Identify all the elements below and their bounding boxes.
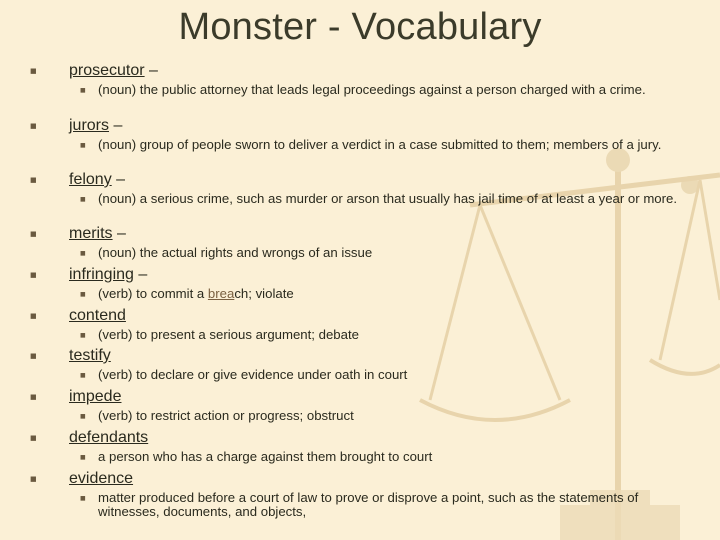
- definition-text: (verb) to present a serious argument; debate: [98, 327, 359, 342]
- list-item: [30, 223, 690, 261]
- definition-text: matter produced before a court of law to prove or disprove a point, such as the statements of witnesses, documents, and objects,: [98, 490, 639, 519]
- bullet-icon: ■: [30, 312, 37, 320]
- bullet-icon: ■: [80, 413, 86, 420]
- bullet-icon: ■: [80, 87, 86, 94]
- term-label: impede: [69, 388, 122, 405]
- bullet-icon: ■: [80, 250, 86, 257]
- bullet-icon: ■: [30, 352, 37, 360]
- list-item: [30, 169, 690, 207]
- list-item: [30, 305, 690, 343]
- bullet-icon: ■: [30, 230, 37, 238]
- bullet-icon: ■: [30, 393, 37, 401]
- list-item: [30, 60, 690, 98]
- list-item: [30, 345, 690, 383]
- definition-text: (noun) group of people sworn to deliver a verdict in a case submitted to them; members of a jury.: [98, 137, 662, 152]
- list-item: [30, 468, 690, 518]
- list-item: [30, 264, 690, 302]
- bullet-icon: ■: [80, 495, 86, 502]
- term-label: contend: [69, 307, 126, 324]
- bullet-icon: ■: [80, 454, 86, 461]
- bullet-icon: ■: [80, 291, 86, 298]
- definition-text: (noun) a serious crime, such as murder or arson that usually has jail time of at least a year or more.: [98, 191, 678, 206]
- term-label: infringing –: [69, 266, 148, 283]
- bullet-icon: ■: [80, 142, 86, 149]
- list-item: [30, 386, 690, 424]
- definition-text: (noun) the actual rights and wrongs of an issue: [98, 245, 373, 260]
- bullet-icon: ■: [30, 271, 37, 279]
- term-label: prosecutor –: [69, 62, 158, 79]
- term-label: felony –: [69, 171, 126, 188]
- slide-title: Monster - Vocabulary: [178, 6, 542, 48]
- breach-link[interactable]: brea: [207, 286, 235, 301]
- definition-text: (noun) the public attorney that leads legal proceedings against a person charged with a crime.: [98, 82, 646, 97]
- bullet-icon: ■: [30, 122, 37, 130]
- definition-text: (verb) to commit a breach; violate: [98, 286, 294, 301]
- definition-text: (verb) to restrict action or progress; obstruct: [98, 408, 354, 423]
- bullet-icon: ■: [80, 196, 86, 203]
- bullet-icon: ■: [80, 372, 86, 379]
- bullet-icon: ■: [30, 434, 37, 442]
- bullet-icon: ■: [30, 475, 37, 483]
- definition-text: (verb) to declare or give evidence under oath in court: [98, 367, 408, 382]
- term-label: jurors –: [69, 117, 123, 134]
- list-item: [30, 427, 690, 465]
- bullet-icon: ■: [30, 67, 37, 75]
- bullet-icon: ■: [80, 332, 86, 339]
- definition-text: a person who has a charge against them brought to court: [98, 449, 433, 464]
- list-item: [30, 115, 690, 153]
- term-label: merits –: [69, 225, 126, 242]
- term-label: testify: [69, 347, 111, 364]
- bullet-icon: ■: [30, 176, 37, 184]
- term-label: defendants: [69, 429, 149, 446]
- term-label: evidence: [69, 470, 134, 487]
